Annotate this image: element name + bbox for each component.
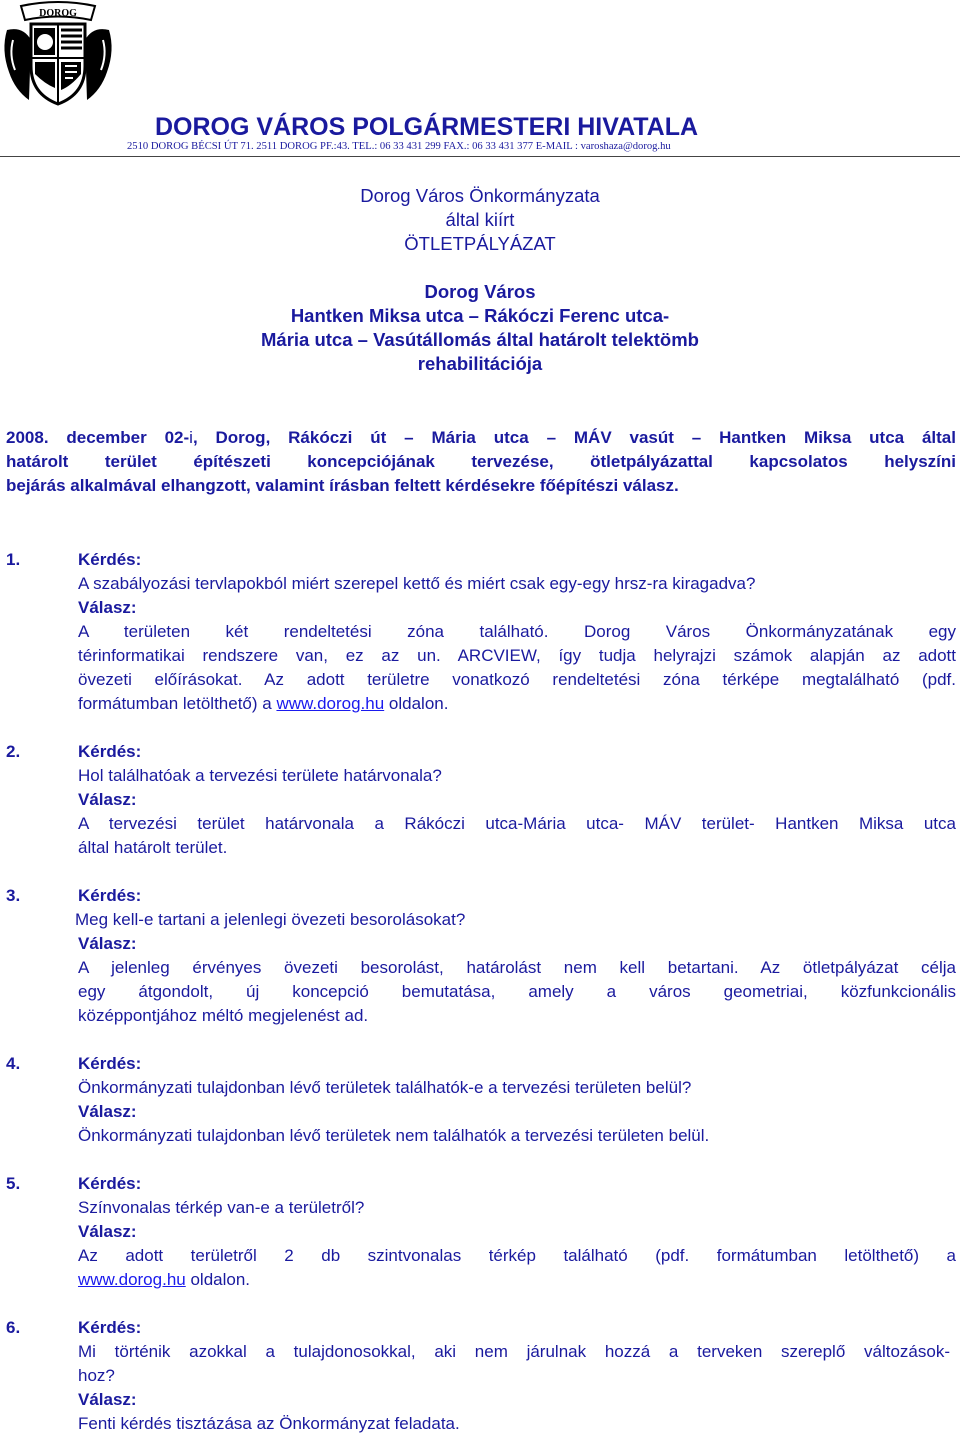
answer-text: formátumban letölthető) a <box>78 694 277 713</box>
intro-line-1-rest: , Dorog, Rákóczi út – Mária utca – MÁV vasút – Hantken Miksa utca által <box>192 428 956 447</box>
intro-paragraph <box>6 426 956 498</box>
answer-label: Válasz: <box>78 1222 137 1241</box>
title-place: Dorog Város <box>424 281 536 302</box>
answer-label: Válasz: <box>78 934 137 953</box>
answer-label: Válasz: <box>78 1102 137 1121</box>
qa-number: 3. <box>6 886 21 905</box>
question-text: A szabályozási tervlapokból miért szerepel kettő és miért csak egy-egy hrsz-ra kiragadva? <box>78 574 756 593</box>
question-text: Hol találhatóak a tervezési területe határvonala? <box>78 766 442 785</box>
qa-number: 1. <box>6 550 21 569</box>
answer-line: A területen két rendeltetési zóna található. Dorog Város Önkormányzatának egy <box>78 622 956 641</box>
answer-line: A jelenleg érvényes övezeti besorolást, határolást nem kell betartani. Az ötletpályázat célja <box>78 958 956 977</box>
title-streets-2: Mária utca – Vasútállomás által határolt telektömb <box>261 329 699 350</box>
qa-number: 4. <box>6 1054 21 1073</box>
answer-label: Válasz: <box>78 598 137 617</box>
answer-line: térinformatikai rendszere van, ez az un. ARCVIEW, így tudja helyrajzi számok alapján az adott <box>78 646 956 665</box>
answer-line: övezeti előírásokat. Az adott területre vonatkozó rendeltetési zóna térképe megtalálható (pdf. <box>78 670 956 689</box>
office-name: DOROG VÁROS POLGÁRMESTERI HIVATALA <box>155 113 699 141</box>
qa-item-2 <box>6 740 956 860</box>
answer-line <box>78 1268 956 1292</box>
intro-line-3: bejárás alkalmával elhangzott, valamint írásban feltett kérdésekre főépítészi válasz. <box>6 476 679 495</box>
question-label: Kérdés: <box>78 1318 142 1337</box>
question-text: Színvonalas térkép van-e a területről? <box>78 1198 365 1217</box>
qa-item-6 <box>6 1316 956 1436</box>
header-divider <box>0 156 960 157</box>
intro-line-1 <box>6 426 956 450</box>
qa-item-5 <box>6 1172 956 1292</box>
answer-label: Válasz: <box>78 1390 137 1409</box>
title-issued-by: által kiírt <box>445 209 515 230</box>
qa-number: 2. <box>6 742 21 761</box>
office-address: 2510 DOROG BÉCSI ÚT 71. 2511 DOROG PF.:43. TEL.: 06 33 431 299 FAX.: 06 33 431 377 E-MAIL : varoshaza@dorog.hu <box>127 141 671 152</box>
question-label: Kérdés: <box>78 742 142 761</box>
question-label: Kérdés: <box>78 1054 142 1073</box>
question-text: Meg kell-e tartani a jelenlegi övezeti besorolásokat? <box>75 910 466 929</box>
answer-line: Önkormányzati tulajdonban lévő területek nem találhatók a tervezési területen belül. <box>78 1126 710 1145</box>
answer-label: Válasz: <box>78 790 137 809</box>
answer-line: A tervezési terület határvonala a Rákóczi utca-Mária utca- MÁV terület- Hantken Miksa utca <box>78 814 956 833</box>
title-issuer: Dorog Város Önkormányzata <box>360 185 600 206</box>
qa-number: 5. <box>6 1174 21 1193</box>
question-label: Kérdés: <box>78 550 142 569</box>
answer-text: oldalon. <box>185 1270 251 1289</box>
intro-date: 2008. december 02- <box>6 428 190 447</box>
qa-item-3 <box>6 884 956 1028</box>
dorog-website-link[interactable]: www.dorog.hu <box>78 1270 186 1289</box>
answer-line <box>78 692 956 716</box>
answer-line: által határolt terület. <box>78 838 228 857</box>
answer-line: Az adott területről 2 db szintvonalas térkép található (pdf. formátumban letölthető) a <box>78 1246 956 1265</box>
question-label: Kérdés: <box>78 1174 142 1193</box>
question-text: Mi történik azokkal a tulajdonosokkal, aki nem járulnak hozzá a terveken szereplő változások- <box>78 1342 950 1361</box>
qa-number: 6. <box>6 1318 21 1337</box>
crest-banner-text: DOROG <box>39 8 77 19</box>
qa-item-1 <box>6 548 956 716</box>
intro-date-suffix: i <box>189 428 193 447</box>
answer-line: egy átgondolt, új koncepció bemutatása, amely a város geometriai, közfunkcionális <box>78 982 956 1001</box>
intro-line-2: határolt terület építészeti koncepciójának tervezése, ötletpályázattal kapcsolatos helyszíni <box>6 452 956 471</box>
question-text: Önkormányzati tulajdonban lévő területek találhatók-e a tervezési területen belül? <box>78 1078 692 1097</box>
answer-line: középpontjához méltó megjelenést ad. <box>78 1006 369 1025</box>
title-kind: ÖTLETPÁLYÁZAT <box>404 233 556 254</box>
dorog-website-link[interactable]: www.dorog.hu <box>276 694 385 713</box>
question-text: hoz? <box>78 1366 115 1385</box>
title-subject: rehabilitációja <box>417 353 543 374</box>
qa-item-4 <box>6 1052 956 1148</box>
city-crest-icon <box>1 0 115 108</box>
question-label: Kérdés: <box>78 886 142 905</box>
answer-line: Fenti kérdés tisztázása az Önkormányzat feladata. <box>78 1414 460 1433</box>
answer-text: oldalon. <box>384 694 449 713</box>
title-streets-1: Hantken Miksa utca – Rákóczi Ferenc utca- <box>290 305 670 326</box>
